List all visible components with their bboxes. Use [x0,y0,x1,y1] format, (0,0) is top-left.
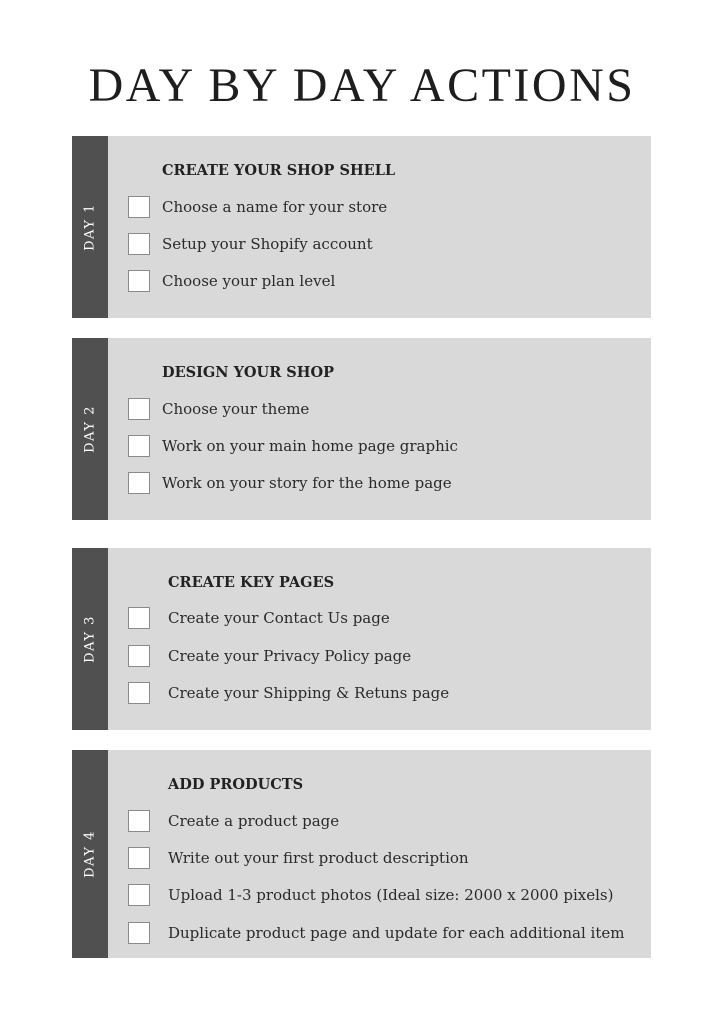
task-label: Choose a name for your store [162,198,388,216]
task-checkbox[interactable] [128,884,150,906]
task-label: Work on your story for the home page [162,474,452,492]
task-checkbox[interactable] [128,270,150,292]
task-label: Duplicate product page and update for each additional item [168,924,625,942]
task-checkbox[interactable] [128,607,150,629]
page-title: DAY BY DAY ACTIONS [88,59,636,112]
task-checkbox[interactable] [128,233,150,255]
task-checkbox[interactable] [128,645,150,667]
task-item [128,397,309,421]
task-checkbox[interactable] [128,847,150,869]
task-checkbox[interactable] [128,398,150,420]
task-item [128,883,613,907]
task-label: Create your Privacy Policy page [168,647,412,665]
task-item [128,809,339,833]
day-2-tab [72,338,108,520]
task-checkbox[interactable] [128,922,150,944]
day-1-heading: CREATE YOUR SHOP SHELL [162,162,396,179]
task-checkbox[interactable] [128,682,150,704]
task-item [128,606,390,630]
task-item [128,846,469,870]
task-label: Create your Shipping & Retuns page [168,684,450,702]
day-4-heading: ADD PRODUCTS [168,776,304,793]
day-3-section [72,548,651,730]
task-checkbox[interactable] [128,196,150,218]
task-item [128,269,335,293]
task-item [128,921,624,945]
task-checkbox[interactable] [128,435,150,457]
task-checkbox[interactable] [128,472,150,494]
day-4-tab-label: DAY 4 [82,830,98,878]
task-item [128,681,449,705]
day-3-heading: CREATE KEY PAGES [168,574,335,591]
day-2-section [72,338,651,520]
day-4-tab [72,750,108,958]
task-label: Work on your main home page graphic [162,437,458,455]
task-item [128,471,452,495]
task-item [128,644,411,668]
day-4-section [72,750,651,958]
task-label: Upload 1-3 product photos (Ideal size: 2000 x 2000 pixels) [168,886,614,904]
task-checkbox[interactable] [128,810,150,832]
task-item [128,195,387,219]
day-3-tab-label: DAY 3 [82,615,98,663]
day-3-tab [72,548,108,730]
day-1-section [72,136,651,318]
task-label: Create a product page [168,812,340,830]
day-1-tab [72,136,108,318]
day-2-tab-label: DAY 2 [82,405,98,453]
task-item [128,232,373,256]
task-item [128,434,458,458]
task-label: Write out your first product description [168,849,469,867]
task-label: Setup your Shopify account [162,235,373,253]
day-2-heading: DESIGN YOUR SHOP [162,364,334,381]
task-label: Choose your plan level [162,272,336,290]
day-1-tab-label: DAY 1 [82,203,98,251]
task-label: Choose your theme [162,400,310,418]
task-label: Create your Contact Us page [168,609,390,627]
